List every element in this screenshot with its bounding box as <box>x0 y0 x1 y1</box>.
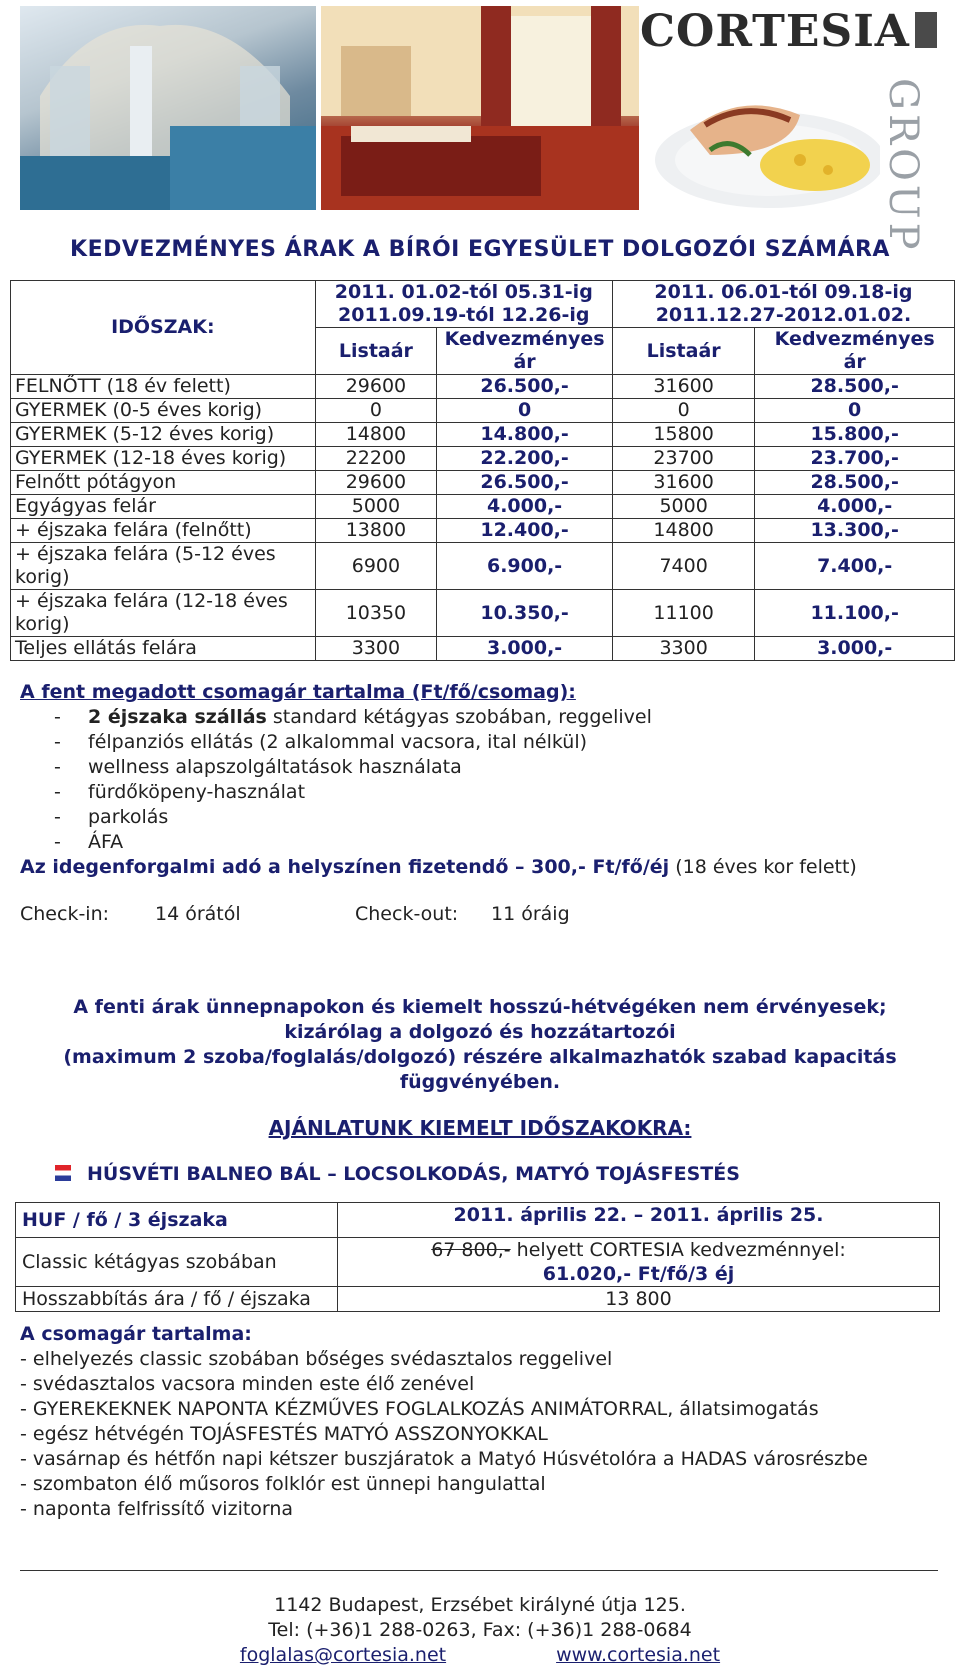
price-text: helyett CORTESIA kedvezménnyel: <box>510 1239 846 1261</box>
row-label: + éjszaka felára (12-18 éves korig) <box>11 590 316 637</box>
easter-offer-table <box>15 1202 940 1312</box>
checkout-label: Check-out: <box>355 903 459 925</box>
list-price-period1: 3300 <box>315 637 437 661</box>
offer-heading: AJÁNLATUNK KIEMELT IDŐSZAKOKRA: <box>268 1116 692 1140</box>
price-row <box>11 471 955 495</box>
discount-price-period2: 11.100,- <box>755 590 955 637</box>
package-item-text: parkolás <box>88 806 169 828</box>
food-plate-illustration <box>650 60 880 210</box>
list-price-period2: 31600 <box>612 375 754 399</box>
room-illustration <box>321 6 639 210</box>
footer <box>0 1593 960 1668</box>
discount-price-period2: 28.500,- <box>755 471 955 495</box>
easter-package-item: - svédasztalos vacsora minden este élő zenével <box>20 1373 475 1395</box>
event-title-row <box>55 1163 740 1185</box>
list-price-period2: 11100 <box>612 590 754 637</box>
discount-price-period2: 4.000,- <box>755 495 955 519</box>
easter-price-cell <box>338 1238 940 1287</box>
easter-package-section <box>20 1322 868 1522</box>
package-list <box>20 705 857 855</box>
package-item-text: ÁFA <box>88 831 124 853</box>
col-list-price-1: Listaár <box>315 328 437 375</box>
new-price: 61.020,- Ft/fő/3 éj <box>542 1263 735 1285</box>
list-price-period1: 0 <box>315 399 437 423</box>
discount-price-period1: 4.000,- <box>437 495 613 519</box>
row-label: GYERMEK (5-12 éves korig) <box>11 423 316 447</box>
event-title: HÚSVÉTI BALNEO BÁL – LOCSOLKODÁS, MATYÓ TOJÁSFESTÉS <box>87 1163 740 1185</box>
period-header-row <box>11 281 955 328</box>
discount-price-period2: 15.800,- <box>755 423 955 447</box>
row-label: Teljes ellátás felára <box>11 637 316 661</box>
row-label: GYERMEK (12-18 éves korig) <box>11 447 316 471</box>
package-item-text: félpanziós ellátás (2 alkalommal vacsora, ital nélkül) <box>88 731 588 753</box>
easter-package-item: - elhelyezés classic szobában bőséges svédasztalos reggelivel <box>20 1348 613 1370</box>
easter-package-item: - vasárnap és hétfőn napi kétszer buszjáratok a Matyó Húsvétolóra a HADAS városrészbe <box>20 1448 868 1470</box>
list-price-period2: 3300 <box>612 637 754 661</box>
cortesia-logo-text: CORTESIA <box>640 6 910 57</box>
discount-price-period1: 12.400,- <box>437 519 613 543</box>
list-price-period1: 29600 <box>315 471 437 495</box>
list-price-period1: 29600 <box>315 375 437 399</box>
discount-price-period1: 26.500,- <box>437 471 613 495</box>
row-label: Felnőtt pótágyon <box>11 471 316 495</box>
price-row <box>11 495 955 519</box>
easter-package-item: - egész hétvégén TOJÁSFESTÉS MATYÓ ASSZONYOKKAL <box>20 1423 548 1445</box>
tourist-tax-bold: Az idegenforgalmi adó a helyszínen fizetendő – 300,- Ft/fő/éj <box>20 856 670 878</box>
discount-price-period2: 3.000,- <box>755 637 955 661</box>
list-price-period1: 22200 <box>315 447 437 471</box>
period2-header <box>612 281 954 328</box>
list-price-period1: 10350 <box>315 590 437 637</box>
package-item-text: wellness alapszolgáltatások használata <box>88 756 462 778</box>
package-section <box>20 680 857 927</box>
discount-price-period1: 26.500,- <box>437 375 613 399</box>
easter-package-title: A csomagár tartalma: <box>20 1323 252 1345</box>
website-link[interactable]: www.cortesia.net <box>556 1644 721 1666</box>
checkin-label: Check-in: <box>20 903 110 925</box>
period1-header <box>315 281 612 328</box>
package-item: - ÁFA <box>54 831 124 853</box>
col-discount-price-1 <box>437 328 613 375</box>
discount-price-period2: 23.700,- <box>755 447 955 471</box>
price-row <box>11 590 955 637</box>
list-price-period1: 6900 <box>315 543 437 590</box>
email-link[interactable]: foglalas@cortesia.net <box>239 1644 447 1666</box>
package-item: - fürdőköpeny-használat <box>54 781 306 803</box>
list-price-period1: 14800 <box>315 423 437 447</box>
list-price-period2: 31600 <box>612 471 754 495</box>
easter-package-item: - GYEREKEKNEK NAPONTA KÉZMŰVES FOGLALKOZÁS ANIMÁTORRAL, állatsimogatás <box>20 1398 819 1420</box>
notice-line1: A fenti árak ünnepnapokon és kiemelt hosszú-hétvégéken nem érvényesek; <box>73 996 887 1018</box>
tourist-tax-line <box>20 855 857 880</box>
list-price-period2: 15800 <box>612 423 754 447</box>
price-row <box>11 519 955 543</box>
checkin-line <box>20 902 857 927</box>
validity-notice <box>0 995 960 1095</box>
discount-price-period1: 0 <box>437 399 613 423</box>
list-price-period2: 23700 <box>612 447 754 471</box>
price-row <box>11 399 955 423</box>
period-label: IDŐSZAK: <box>11 281 316 375</box>
col-discount-1-line1: Kedvezményes <box>444 328 605 350</box>
col-list-price-2: Listaár <box>612 328 754 375</box>
package-item: - wellness alapszolgáltatások használata <box>54 756 462 778</box>
package-title: A fent megadott csomagár tartalma (Ft/fő/csomag): <box>20 681 576 703</box>
period1-line1: 2011. 01.02-tól 05.31-ig <box>334 281 593 303</box>
price-row <box>11 637 955 661</box>
footer-divider <box>20 1570 938 1571</box>
discount-price-period2: 0 <box>755 399 955 423</box>
package-item: - 2 éjszaka szállás standard kétágyas szobában, reggelivel <box>54 706 652 728</box>
easter-package-item: - naponta felfrissítő vizitorna <box>20 1498 294 1520</box>
price-row <box>11 375 955 399</box>
price-rows <box>11 375 955 661</box>
easter-room-row <box>16 1238 940 1287</box>
extension-label: Hosszabbítás ára / fő / éjszaka <box>16 1287 338 1312</box>
period2-line2: 2011.12.27-2012.01.02. <box>655 304 912 326</box>
discount-price-period1: 10.350,- <box>437 590 613 637</box>
price-table <box>10 280 955 661</box>
easter-extension-row <box>16 1287 940 1312</box>
page-title: KEDVEZMÉNYES ÁRAK A BÍRÓI EGYESÜLET DOLGOZÓI SZÁMÁRA <box>70 237 890 262</box>
old-price: 67 800,- <box>431 1239 511 1261</box>
tourist-tax-rest: (18 éves kor felett) <box>669 856 857 878</box>
discount-price-period2: 28.500,- <box>755 375 955 399</box>
footer-phone: Tel: (+36)1 288-0263, Fax: (+36)1 288-0684 <box>268 1619 692 1641</box>
col-discount-price-2 <box>755 328 955 375</box>
discount-price-period1: 22.200,- <box>437 447 613 471</box>
col-discount-2-line2: ár <box>843 351 866 373</box>
row-label: FELNŐTT (18 év felett) <box>11 375 316 399</box>
spa-pool-photo <box>20 6 316 210</box>
discount-price-period2: 13.300,- <box>755 519 955 543</box>
notice-line4: függvényében. <box>399 1071 561 1093</box>
list-price-period2: 0 <box>612 399 754 423</box>
price-row <box>11 447 955 471</box>
extension-value: 13 800 <box>338 1287 940 1312</box>
package-item-rest: standard kétágyas szobában, reggelivel <box>266 706 652 728</box>
list-price-period1: 5000 <box>315 495 437 519</box>
list-price-period2: 5000 <box>612 495 754 519</box>
list-price-period2: 14800 <box>612 519 754 543</box>
easter-date-range: 2011. április 22. – 2011. április 25. <box>338 1203 940 1238</box>
package-item-text: fürdőköpeny-használat <box>88 781 306 803</box>
easter-header-row <box>16 1203 940 1238</box>
easter-room-label: Classic kétágyas szobában <box>16 1238 338 1287</box>
row-label: + éjszaka felára (felnőtt) <box>11 519 316 543</box>
row-label: GYERMEK (0-5 éves korig) <box>11 399 316 423</box>
footer-address: 1142 Budapest, Erzsébet királyné útja 125. <box>274 1594 686 1616</box>
row-label: Egyágyas felár <box>11 495 316 519</box>
footer-links <box>0 1643 960 1668</box>
discount-price-period1: 3.000,- <box>437 637 613 661</box>
easter-package-item: - szombaton élő műsoros folklór est ünnepi hangulattal <box>20 1473 546 1495</box>
checkout-value: 11 óráig <box>491 903 570 925</box>
package-item: - parkolás <box>54 806 169 828</box>
pool-illustration <box>20 6 316 210</box>
discount-price-period1: 6.900,- <box>437 543 613 590</box>
col-discount-2-line1: Kedvezményes <box>774 328 935 350</box>
list-price-period2: 7400 <box>612 543 754 590</box>
row-label: + éjszaka felára (5-12 éves korig) <box>11 543 316 590</box>
package-item-bold: 2 éjszaka szállás <box>88 706 267 728</box>
group-logo-text: GROUP <box>880 78 926 254</box>
discount-price-period1: 14.800,- <box>437 423 613 447</box>
price-row <box>11 423 955 447</box>
discount-price-period2: 7.400,- <box>755 543 955 590</box>
notice-line3: (maximum 2 szoba/foglalás/dolgozó) részére alkalmazhatók szabad kapacitás <box>63 1046 897 1068</box>
package-item: - félpanziós ellátás (2 alkalommal vacsora, ital nélkül) <box>54 731 588 753</box>
list-price-period1: 13800 <box>315 519 437 543</box>
col-discount-1-line2: ár <box>513 351 536 373</box>
bullet-icon <box>55 1165 71 1181</box>
notice-line2: kizárólag a dolgozó és hozzátartozói <box>284 1021 676 1043</box>
price-row <box>11 543 955 590</box>
checkin-value: 14 órától <box>155 903 241 925</box>
period1-line2: 2011.09.19-tól 12.26-ig <box>338 304 590 326</box>
cortesia-emblem-icon <box>915 12 937 48</box>
easter-unit-label: HUF / fő / 3 éjszaka <box>16 1203 338 1238</box>
hotel-room-photo <box>321 6 639 210</box>
period2-line1: 2011. 06.01-tól 09.18-ig <box>654 281 913 303</box>
